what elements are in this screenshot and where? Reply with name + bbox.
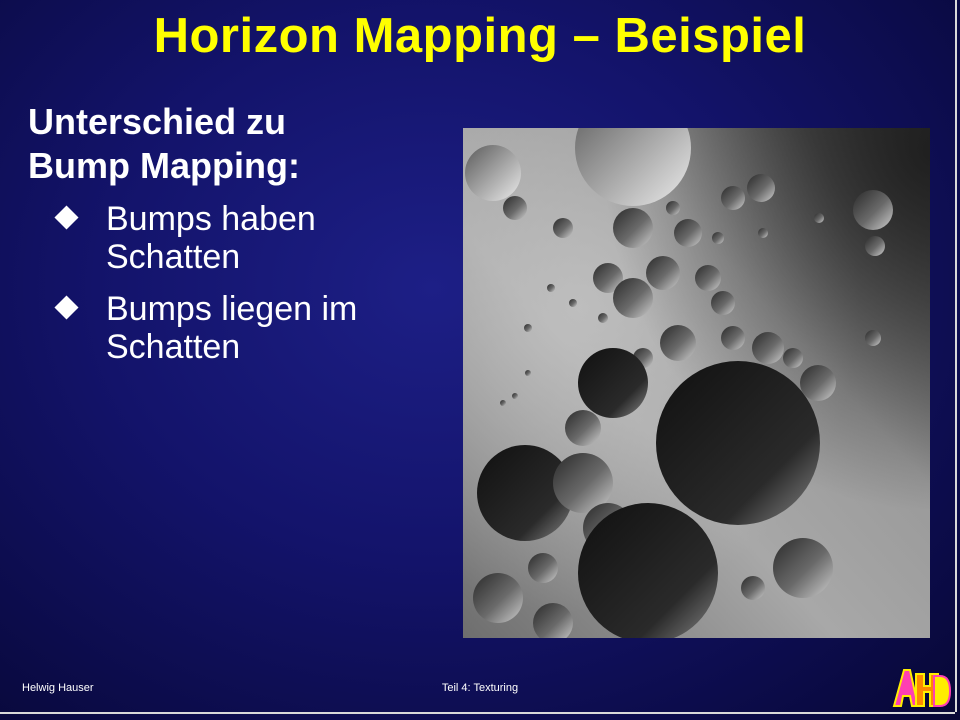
- vrvis-logo-icon: [890, 662, 952, 710]
- bullet-list: [50, 200, 450, 380]
- bullet-1-line-2: Schatten: [106, 238, 241, 276]
- subheading-line-1: Unterschied zu: [28, 101, 287, 142]
- bullet-1-line-1: Bumps haben: [106, 200, 316, 238]
- slide-title: Horizon Mapping – Beispiel: [153, 9, 807, 63]
- subheading: [28, 100, 448, 188]
- bullet-2-line-2: Schatten: [106, 328, 241, 366]
- crater-surface-illustration: [463, 128, 930, 638]
- subheading-line-2: Bump Mapping:: [28, 145, 300, 186]
- bullet-2-line-1: Bumps liegen im: [106, 290, 358, 328]
- diamond-bullet-icon: [54, 205, 78, 229]
- institute-logo: [890, 662, 952, 710]
- bullet-item-2: [50, 290, 450, 366]
- footer-section: Teil 4: Texturing: [441, 682, 519, 694]
- slide-frame-bottom: [0, 712, 955, 714]
- footer-author: Helwig Hauser: [22, 682, 94, 694]
- bullet-item-1: [50, 200, 450, 276]
- diamond-bullet-icon: [54, 295, 78, 319]
- slide-frame-right: [955, 0, 957, 712]
- horizon-mapping-example-image: [463, 128, 930, 638]
